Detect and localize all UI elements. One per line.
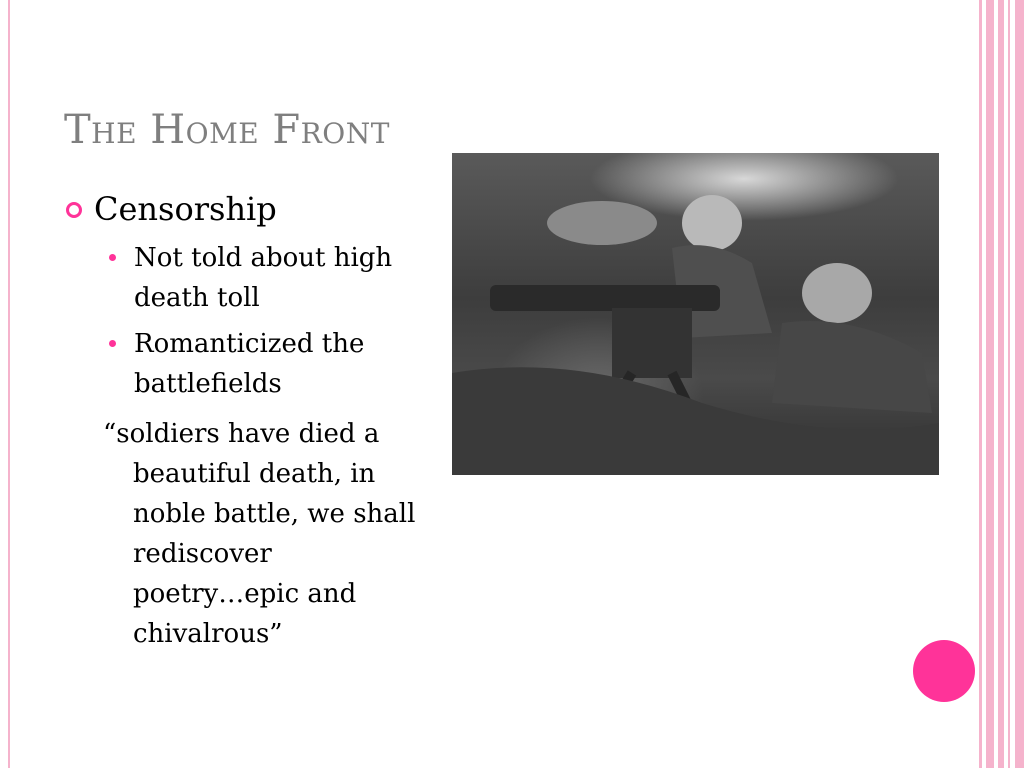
gas-mask-soldier-head-1 <box>682 195 742 251</box>
left-frame-line <box>8 0 10 768</box>
sub-bullet-death-toll <box>64 238 464 318</box>
sandbag-shape <box>547 201 657 245</box>
quote-line: poetry…epic and <box>133 579 357 609</box>
sub-bullet-romanticized <box>64 324 464 404</box>
quote-line: rediscover <box>133 539 272 569</box>
right-frame-line-4 <box>1008 0 1010 768</box>
right-frame-line-5 <box>1015 0 1024 768</box>
decorative-pink-circle <box>913 640 975 702</box>
quote-block <box>64 414 464 654</box>
right-frame-line-2 <box>986 0 994 768</box>
bullet-text: Censorship <box>94 190 277 228</box>
sub-bullet-line: death toll <box>134 283 260 313</box>
ring-bullet-icon <box>66 202 82 218</box>
dot-bullet-icon <box>109 254 116 261</box>
machine-gun-barrel <box>490 285 720 311</box>
soldiers-machine-gun-photo <box>452 153 939 475</box>
gas-mask-soldier-head-2 <box>802 263 872 323</box>
quote-line: “soldiers have died a <box>103 419 380 449</box>
quote-line: noble battle, we shall <box>133 499 416 529</box>
machine-gun-mount <box>612 308 692 378</box>
right-frame-line-3 <box>998 0 1004 768</box>
soldier-body-2 <box>772 321 932 413</box>
sub-bullet-line: Not told about high <box>134 243 393 273</box>
dot-bullet-icon <box>109 340 116 347</box>
slide-title: The Home Front <box>64 107 390 153</box>
right-frame-band <box>979 0 1024 768</box>
sub-bullet-line: battlefields <box>134 369 282 399</box>
right-frame-line-1 <box>979 0 982 768</box>
sub-bullet-line: Romanticized the <box>134 329 365 359</box>
bullet-censorship <box>64 186 464 232</box>
slide-body <box>64 186 464 654</box>
photo-illustration <box>452 153 939 475</box>
quote-line: chivalrous” <box>133 619 283 649</box>
quote-line: beautiful death, in <box>133 459 376 489</box>
